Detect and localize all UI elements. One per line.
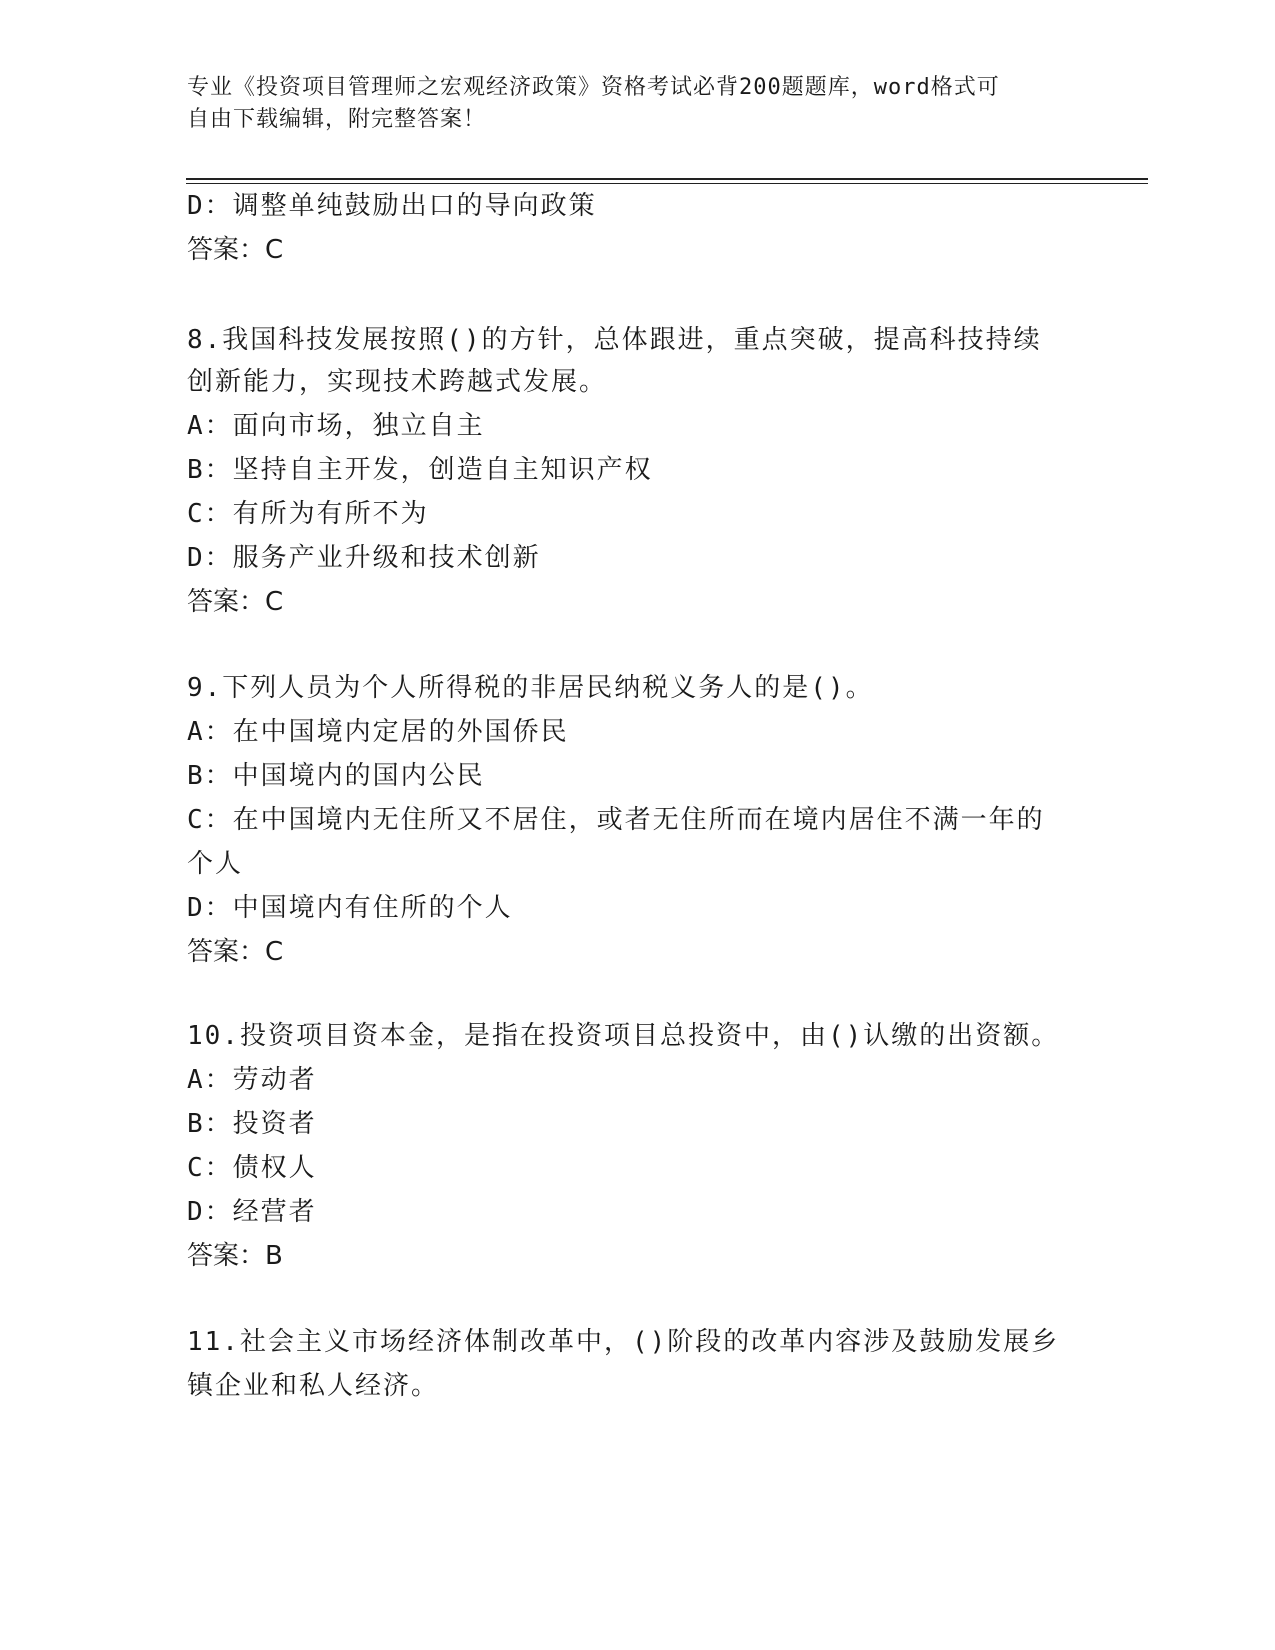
q11-stem-line-1: 11.社会主义市场经济体制改革中，()阶段的改革内容涉及鼓励发展乡 (187, 1327, 1060, 1357)
q8-option-a: A：面向市场，独立自主 (187, 411, 485, 441)
q8-stem-line-1: 8.我国科技发展按照()的方针，总体跟进，重点突破，提高科技持续 (187, 325, 1042, 355)
q9-option-d: D：中国境内有住所的个人 (187, 893, 513, 923)
q8-stem-line-2: 创新能力，实现技术跨越式发展。 (187, 367, 608, 397)
q9-stem-line-1: 9.下列人员为个人所得税的非居民纳税义务人的是()。 (187, 673, 874, 703)
header-line-1: 专业《投资项目管理师之宏观经济政策》资格考试必背200题题库，word格式可 (187, 75, 1000, 100)
q10-option-a: A：劳动者 (187, 1065, 317, 1095)
page-header (187, 72, 1067, 136)
q8-option-b: B：坚持自主开发，创造自主知识产权 (187, 455, 653, 485)
q11-stem-line-2: 镇企业和私人经济。 (187, 1371, 440, 1401)
q8-option-d: D：服务产业升级和技术创新 (187, 543, 541, 573)
q8-option-c: C：有所为有所不为 (187, 499, 429, 529)
q10-answer: 答案：B (187, 1241, 283, 1271)
header-divider-thin (186, 183, 1148, 184)
q9-option-b: B：中国境内的国内公民 (187, 761, 485, 791)
q10-option-d: D：经营者 (187, 1197, 317, 1227)
header-divider-thick (186, 178, 1148, 180)
q9-option-c-line-2: 个人 (187, 849, 244, 879)
q10-stem-line-1: 10.投资项目资本金，是指在投资项目总投资中，由()认缴的出资额。 (187, 1021, 1060, 1051)
q9-option-a: A：在中国境内定居的外国侨民 (187, 717, 569, 747)
prev-option-d: D：调整单纯鼓励出口的导向政策 (187, 191, 597, 221)
prev-answer: 答案：C (187, 235, 284, 265)
q9-option-c-line-1: C：在中国境内无住所又不居住，或者无住所而在境内居住不满一年的 (187, 805, 1045, 835)
q10-option-c: C：债权人 (187, 1153, 317, 1183)
q10-option-b: B：投资者 (187, 1109, 317, 1139)
q8-answer: 答案：C (187, 587, 284, 617)
q9-answer: 答案：C (187, 937, 284, 967)
header-line-2: 自由下载编辑，附完整答案！ (187, 107, 487, 132)
